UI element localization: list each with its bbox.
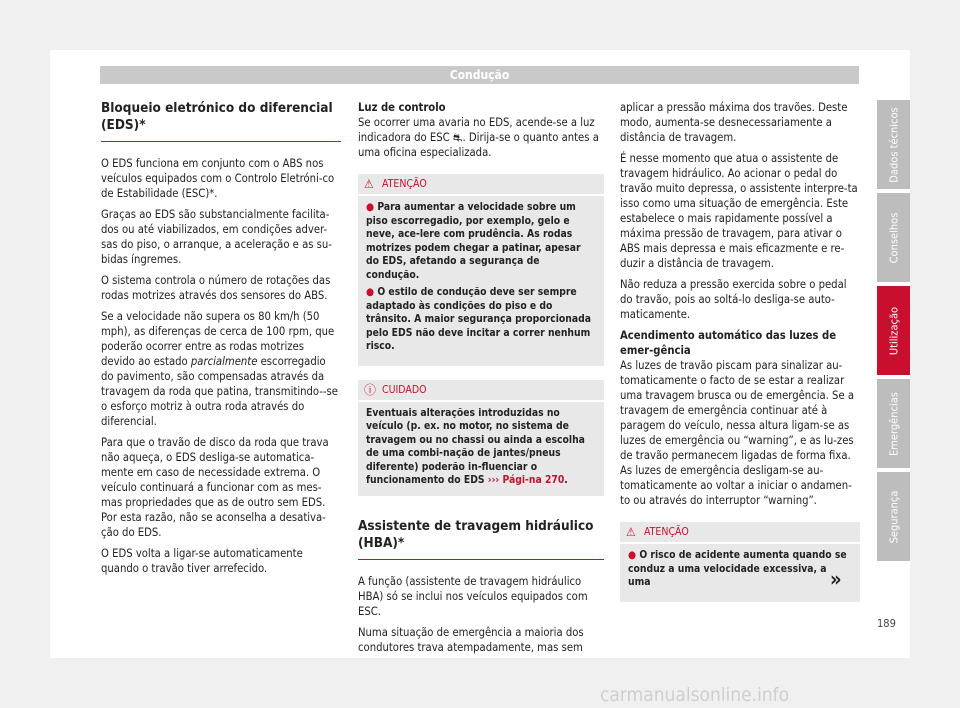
warning-box xyxy=(358,174,604,366)
section-title-eds: Bloqueio eletrónico do diferencial (EDS)* xyxy=(101,100,341,142)
column-2 xyxy=(358,100,604,661)
page-number: 189 xyxy=(877,617,896,630)
subheading-emergency-lights: Acendimento automático das luzes de emer-gência xyxy=(620,329,837,357)
continue-arrow-icon: » xyxy=(830,567,842,591)
paragraph: O sistema controla o número de rotações das rodas motrizes através dos sensores do ABS. xyxy=(101,274,331,302)
paragraph: Graças ao EDS são substancialmente facilita-dos ou até viabilizados, em condições adver-sas do piso, o arranque, a aceleração e as su-bidas íngremes. xyxy=(101,208,332,266)
paragraph: Não reduza a pressão exercida sobre o pedal do travão, pois ao soltá-lo desliga-se auto-maticamente. xyxy=(620,278,847,321)
column-1 xyxy=(101,100,341,582)
watermark: carmanualsonline.info xyxy=(600,684,790,706)
tab-conselhos[interactable]: Conselhos xyxy=(877,193,910,282)
paragraph: O EDS funciona em conjunto com o ABS nos veículos equipados com o Controlo Eletróni-co de Estabilidade (ESC)*. xyxy=(101,157,335,200)
paragraph: É nesse momento que atua o assistente de travagem hidráulico. Ao acionar o pedal do travão muito depressa, o assistente interpre-ta isso como uma situação de emergência. Este estabelece o mais rapidamente possível a máxima pressão de travagem, para ativar o ABS mais depressa e mais eficazmente e re-duzir a distância de travagem. xyxy=(620,152,858,270)
tab-seguranca[interactable]: Segurança xyxy=(877,472,910,561)
paragraph: Numa situação de emergência a maioria dos condutores trava atempadamente, mas sem xyxy=(358,625,584,654)
caution-header: ⓘ CUIDADO xyxy=(358,380,604,402)
caution-box: ⓘ CUIDADO Eventuais alterações introduzidas no veículo (p. ex. no motor, no sistema de travagem ou no chassi ou ainda a escolha de uma combi-nação de jantes/pneus diferente) poderão in-fluenciar o funcionamento do EDS ››› Pági-na 270. xyxy=(358,380,604,496)
warning-header: ⚠ ATENÇÃO xyxy=(358,174,604,196)
info-circle-icon: ⓘ xyxy=(364,382,377,397)
bullet-icon: ● xyxy=(366,286,378,298)
warning-triangle-icon: ⚠ xyxy=(626,525,636,539)
section-title-hba: Assistente de travagem hidráulico (HBA)* xyxy=(358,518,604,560)
warning-item: ● O risco de acidente aumenta quando se conduz a uma velocidade excessiva, a uma xyxy=(628,549,847,588)
column-3 xyxy=(620,100,860,614)
paragraph: aplicar a pressão máxima dos travões. Deste modo, aumenta-se desnecessariamente a distância de travagem. xyxy=(620,101,848,144)
page-header: Condução xyxy=(100,66,859,84)
tab-dados-tecnicos[interactable]: Dados técnicos xyxy=(877,100,910,189)
paragraph: O EDS volta a ligar-se automaticamente quando o travão tiver arrefecido. xyxy=(101,547,303,575)
paragraph: As luzes de travão piscam para sinalizar au-tomaticamente o facto de se estar a realizar uma travagem brusca ou de emergência. Se a travagem de emergência continuar até à paragem do veículo, nessa altura ligam-se as luzes de emergência ou “warning”, e as lu-zes de travão permanecem ligadas de forma fixa. As luzes de emergência desligam-se au-tomaticamente ao voltar a iniciar o andamen-to ou através do interruptor “warning”. xyxy=(620,359,855,507)
bullet-icon: ● xyxy=(628,549,640,561)
paragraph: Para que o travão de disco da roda que trava não aqueça, o EDS desliga-se automatica-mente em caso de necessidade extrema. O veículo continuará a funcionar com as mes-mas propriedades que as de outro sem EDS. Por esta razão, não se aconselha a desativa-ção do EDS. xyxy=(101,436,329,539)
warning-header: ⚠ ATENÇÃO xyxy=(620,522,860,544)
paragraph: Se ocorrer uma avaria no EDS, acende-se a luz indicadora do ESC ⛐. Dirija-se o quanto antes a uma oficina especializada. xyxy=(358,116,599,159)
tab-emergencias[interactable]: Emergências xyxy=(877,379,910,468)
warning-triangle-icon: ⚠ xyxy=(364,177,374,191)
subheading-control-light: Luz de controlo xyxy=(358,101,446,114)
warning-item: ● Para aumentar a velocidade sobre um piso escorregadio, por exemplo, gelo e neve, ace-lere com prudência. As rodas motrizes podem chegar a patinar, apesar do EDS, afetando a segurança de condução. xyxy=(366,201,581,281)
bullet-icon: ● xyxy=(366,201,378,213)
tab-utilizacao[interactable]: Utilização xyxy=(877,286,910,375)
paragraph: Se a velocidade não supera os 80 km/h (50 mph), as diferenças de cerca de 100 rpm, que poderão ocorrer entre as rodas motrizes devido ao estado parcialmente escorregadio do pavimento, são compensadas através da travagem da roda que patina, transmitindo--se o esforço motriz à outra roda através do diferencial. xyxy=(101,310,338,428)
warning-item: ● O estilo de condução deve ser sempre adaptado às condições do piso e do trânsito. A maior segurança proporcionada pelo EDS não deve incitar a correr nenhum risco. xyxy=(366,286,591,352)
esc-warning-icon: ⛐ xyxy=(452,131,463,144)
warning-box xyxy=(620,522,860,602)
paragraph: A função (assistente de travagem hidráulico HBA) só se inclui nos veículos equipados com ESC. xyxy=(358,574,588,618)
page-reference-link[interactable]: ››› Pági-na 270 xyxy=(487,474,565,486)
side-tabs xyxy=(877,100,910,565)
